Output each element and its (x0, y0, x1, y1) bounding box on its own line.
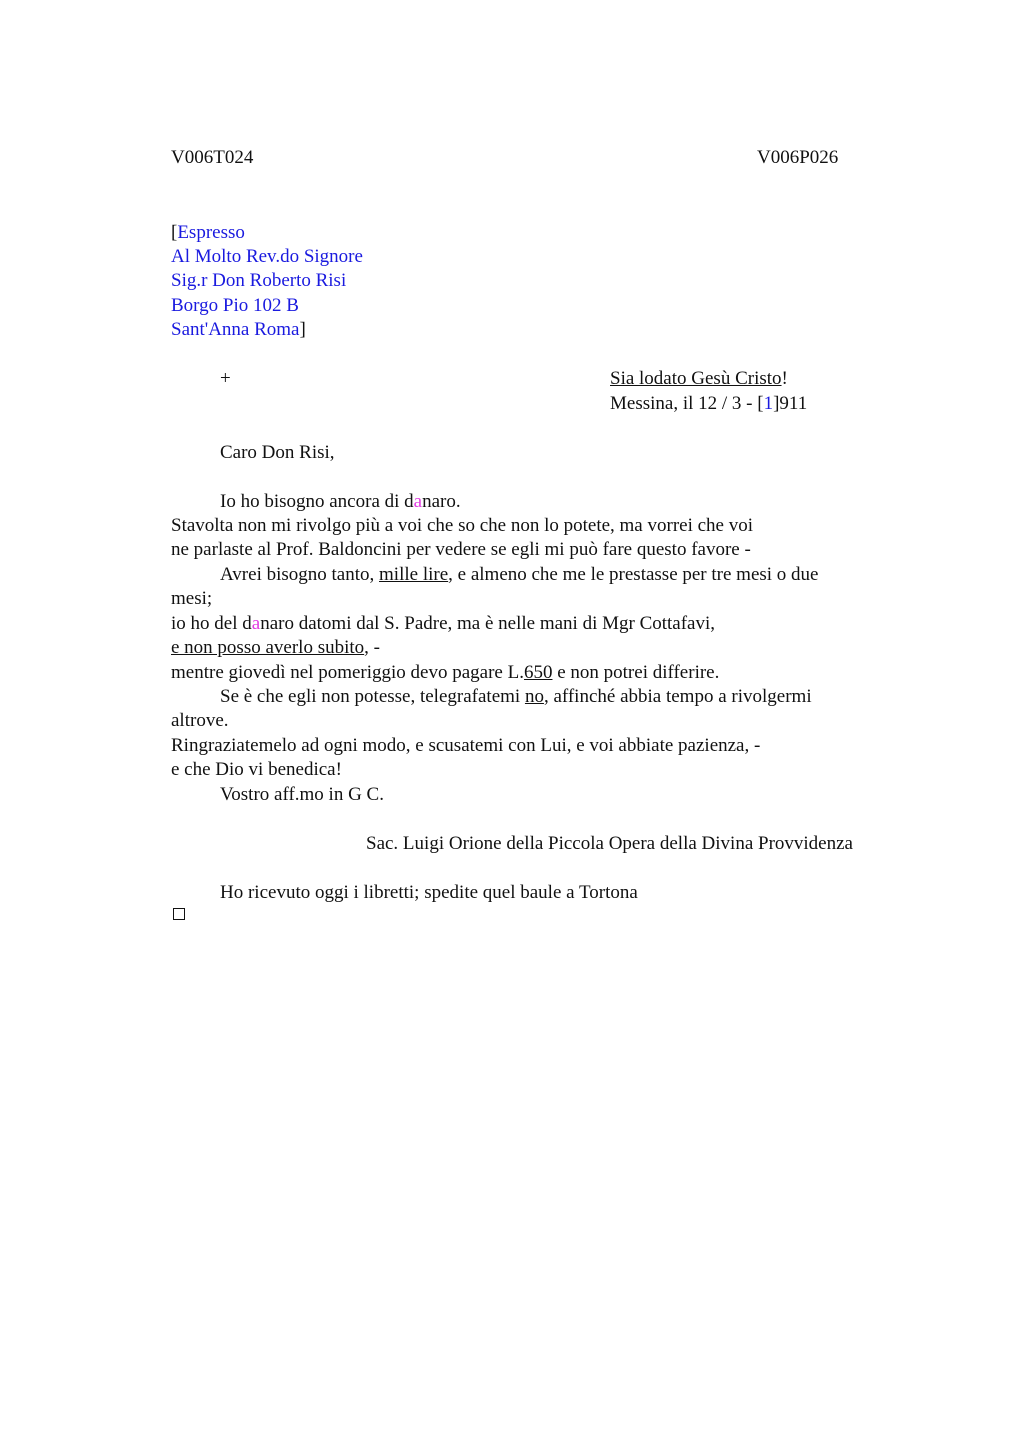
closing: Vostro aff.mo in G C. (220, 784, 384, 805)
body-line-9 (220, 685, 812, 709)
body-line-11: Ringraziatemelo ad ogni modo, e scusatemi con Lui, e voi abbiate pazienza, - (171, 735, 761, 756)
corrected-letter: a (251, 613, 261, 634)
address-city: Sant'Anna Roma (171, 319, 300, 340)
address-line-5 (171, 318, 306, 342)
text-run: , - (364, 637, 380, 658)
address-line-2: Al Molto Rev.do Signore (171, 246, 363, 267)
invocation-punct: ! (781, 368, 788, 389)
invocation (610, 367, 788, 391)
address-open-bracket: [ (171, 222, 178, 243)
date-inserted-digit: 1 (763, 393, 774, 414)
address-close-bracket: ] (299, 319, 306, 340)
greeting: Caro Don Risi, (220, 442, 335, 463)
body-line-12: e che Dio vi benedica! (171, 759, 342, 780)
signature: Sac. Luigi Orione della Piccola Opera della Divina Provvidenza (366, 833, 853, 854)
text-run: Io ho bisogno ancora di d (220, 491, 414, 512)
date-before: Messina, il 12 / 3 - [ (610, 393, 764, 414)
cross-mark: + (220, 368, 231, 389)
postscript: Ho ricevuto oggi i libretti; spedite quel baule a Tortona (220, 882, 638, 903)
text-run: , e almeno che me le prestasse per tre mesi o due (448, 564, 819, 585)
text-run: mentre giovedì nel pomeriggio devo pagare L. (171, 662, 524, 683)
underlined-word: no (524, 686, 544, 707)
underlined-amount: mille lire (379, 564, 449, 585)
body-line-7 (171, 636, 380, 660)
text-run: naro datomi dal S. Padre, ma è nelle mani di Mgr Cottafavi, (260, 613, 716, 634)
address-line-4: Borgo Pio 102 B (171, 295, 299, 316)
text-run: io ho del d (171, 613, 252, 634)
address-line-3: Sig.r Don Roberto Risi (171, 270, 347, 291)
invocation-text: Sia lodato Gesù Cristo (610, 368, 782, 389)
address-line-1 (171, 221, 245, 245)
underlined-phrase: e non posso averlo subito (171, 637, 365, 658)
body-line-3: ne parlaste al Prof. Baldoncini per vedere se egli mi può fare questo favore - (171, 539, 751, 560)
body-line-10: altrove. (171, 710, 229, 731)
body-line-1 (220, 490, 461, 514)
body-line-5: mesi; (171, 588, 213, 609)
right-code: V006P026 (757, 147, 839, 168)
date-line (610, 392, 807, 416)
date-after: ]911 (773, 393, 808, 414)
left-code: V006T024 (171, 147, 254, 168)
corrected-letter: a (413, 491, 423, 512)
body-line-4 (220, 563, 819, 587)
text-run: naro. (422, 491, 461, 512)
text-run: , affinché abbia tempo a rivolgermi (543, 686, 812, 707)
address-express: Espresso (177, 222, 245, 243)
text-run: e non potrei differire. (552, 662, 720, 683)
text-run: Avrei bisogno tanto, (220, 564, 380, 585)
empty-box-icon (173, 908, 185, 920)
underlined-amount: 650 (523, 662, 553, 683)
body-line-2: Stavolta non mi rivolgo più a voi che so che non lo potete, ma vorrei che voi (171, 515, 754, 536)
body-line-8 (171, 661, 719, 685)
body-line-6 (171, 612, 715, 636)
text-run: Se è che egli non potesse, telegrafatemi (220, 686, 525, 707)
